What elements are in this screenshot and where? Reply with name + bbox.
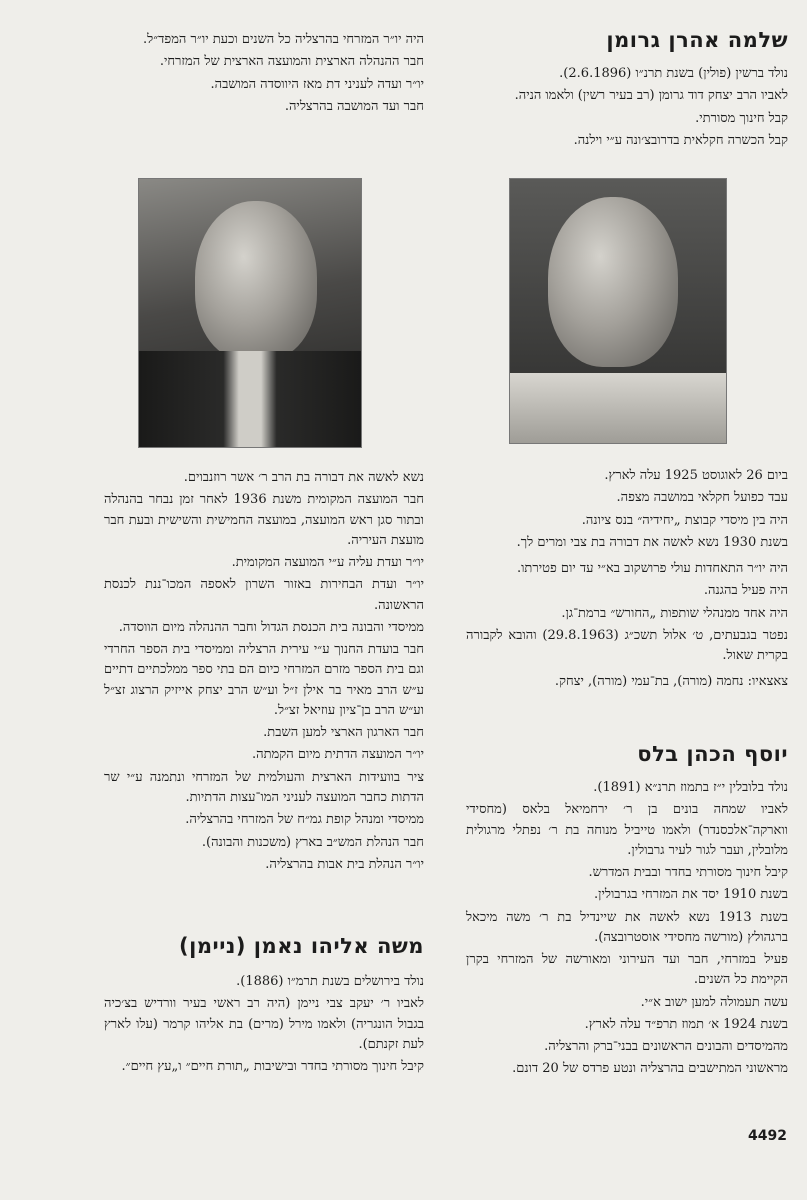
paragraph: ציר בוועידות הארצית והעולמית של המזרחי ונתמנה ע״י שר הדתות כחבר המועצה לעניני המו־עצות הדתיות. [104, 769, 424, 805]
paragraph: יו״ר ועדת הבחירות באזור השרון לאספה המכו־ננת לכנסת הראשונה. [104, 577, 424, 613]
paragraph: לאביו שמחה בונים בן ר׳ ירחמיאל בלאס (מחסידי ווארקה־אלכסנדר) ולאמו טייביל מנוחה בת ר׳ נפתלי מרגולית מלובלין, ועבר לגור לעיר גרבולין. [466, 802, 788, 858]
paragraph: היה אחד ממנהלי שותפות „החורש״ ברמת־גן. [561, 605, 788, 621]
paragraph: חבר הארגון הארצי למען השבת. [263, 725, 424, 741]
bio1-intro [466, 64, 788, 153]
portrait-photo-grumman [509, 178, 727, 444]
paragraph: לאביו הרב יצחק דוד גרומן (רב בעיר רשין) ולאמו הניה. [514, 88, 788, 104]
paragraph: חבר ההנהלה הארצית והמועצה הארצית של המזרחי. [159, 54, 424, 70]
paragraph: בשנת 1910 יסד את המזרחי בגרבולין. [594, 887, 788, 903]
paragraph: היה פעיל בהגנה. [703, 583, 788, 599]
paragraph: קיבל חינוך מסורתי בחדר ובבית המדרש. [588, 865, 788, 881]
paragraph: קבל הכשרה חקלאית בדרובצ׳ונה ע״י וילנה. [573, 132, 788, 148]
bio3-title: משה אליהו נאמן (ניימן) [179, 934, 424, 958]
paragraph: קיבל חינוך מסורתי בחדר ובישיבות „תורת חיים״ ו„עץ חיים״. [121, 1059, 424, 1075]
paragraph: מראשוני המתישבים בהרצליה ונטע פרדס של 20 דונם. [512, 1061, 788, 1077]
paragraph: היה יו״ר התאחדות עולי פרושקוב בא״י עד יום פטירתו. [516, 561, 788, 577]
paragraph: חבר המועצה המקומית משנת 1936 לאחר זמן נבחר בהנהלה ובתור סגן ראש המועצה, במועצה החמישית והשישית ובעת חבר מועצת העיריה. [104, 492, 425, 548]
paragraph: היה בין מיסדי קבוצת „יחידיה״ בנס ציונה. [581, 512, 788, 528]
bio3-body [104, 972, 424, 1079]
page-number: 4492 [748, 1128, 787, 1144]
portrait-shirt [510, 373, 726, 443]
paragraph: חבר הנהלת המש״ב בארץ (משכנות והבונה). [201, 834, 424, 850]
paragraph: בשנת 1930 נשא לאשה את דבורה בת צבי ומרים לך. [516, 534, 788, 550]
paragraph: בשנת 1924 א׳ תמוז תרפ״ד עלה לארץ. [584, 1016, 788, 1032]
bio2-title: יוסף הכהן בלס [637, 742, 788, 766]
paragraph: עשה תעמולה למען ישוב א״י. [640, 994, 788, 1010]
paragraph: נולד ברשין (פולין) בשנת תרנ״ו (2.6.1896). [559, 66, 788, 81]
paragraph: נולד בירושלים בשנת תרמ״ו (1886). [236, 974, 424, 989]
bio2-body [466, 778, 788, 1082]
paragraph: חבר בועדת החנוך ע״י עירית הרצליה וממיסדי בית הספר החרדי וגם בית הספר מזרם המזרחי כיום הם בתי ספר ממלכתיים דתיים ע״ש הרב מאיר בר אילן ז״ל וע״ש הרב יצחק אייזיק הרצוג זצ״ל וע״ש הרב בן־ציון עוזיאל זצ״ל. [104, 642, 424, 718]
paragraph: יו״ר ועדה לעניני דת מאז היווסדה המושבה. [210, 76, 424, 92]
paragraph: נולד בלובלין י״ז בתמוז תרנ״א (1891). [593, 780, 788, 795]
bio2-continuation-top [104, 30, 424, 119]
paragraph: ביום 26 לאוגוסט 1925 עלה לארץ. [604, 468, 788, 483]
bio2-later [104, 468, 424, 877]
paragraph: עבד כפועל חקלאי במושבה מצפה. [616, 490, 788, 506]
paragraph: יו״ר הנהלת בית אבות בהרצליה. [265, 856, 424, 872]
paragraph: מהמיסדים והבונים הראשונים בבני־ברק והרצליה. [544, 1039, 788, 1055]
paragraph: לאביו ר׳ יעקב צבי ניימן (היה רב ראשי בעיר וורדיש בצ׳כיה בגבול הונגריה) ולאמו מירל (מרים) בת אליהו קרמר (עלו לארץ לעת זקנתם). [104, 996, 424, 1052]
paragraph: פעיל במזרחי, חבר ועד העירוני ומאורשה של המזרחי בקרן הקיימת כל השנים. [466, 952, 788, 988]
paragraph: בשנת 1913 נשא לאשה את שיינדיל בת ר׳ משה מיכאל ברגהולץ (מורשה מחסידי אוסטרובצה). [466, 909, 788, 945]
portrait-face [548, 197, 678, 367]
paragraph: יו״ר המועצה הדתית מיום הקמתה. [252, 747, 424, 763]
paragraph: היה יו״ר המזרחי בהרצליה כל השנים וכעת יו״ר המפד״ל. [143, 32, 424, 47]
paragraph: ממיסדי ומנהל קופת גמ״ח של המזרחי בהרצליה. [185, 812, 424, 828]
paragraph: נשא לאשה את דבורה בת הרב ר׳ אשר רוזנבוים. [183, 470, 424, 485]
bio1-title: שלמה אהרן גרומן [606, 28, 788, 52]
portrait-photo-blass [138, 178, 362, 448]
paragraph: קבל חינוך מסורתי. [695, 110, 788, 126]
paragraph: צאצאיו: נחמה (מורה), בת־עמי (מורה), יצחק. [554, 674, 788, 690]
paragraph: יו״ר ועדת עליה ע״י המועצה המקומית. [231, 555, 424, 571]
portrait-suit [139, 351, 361, 447]
portrait-face [195, 201, 317, 361]
paragraph: ממיסדי והבונה בית הכנסת הגדול וחבר ההנהלה מיום הווסדה. [118, 619, 424, 635]
paragraph: חבר ועד המושבה בהרצליה. [284, 98, 424, 114]
bio1-body [466, 466, 788, 695]
paragraph: נפטר בגבעתים, ט׳ אלול תשכ״ג (29.8.1963) והובא לקבורה בקרית שאול. [466, 627, 788, 664]
